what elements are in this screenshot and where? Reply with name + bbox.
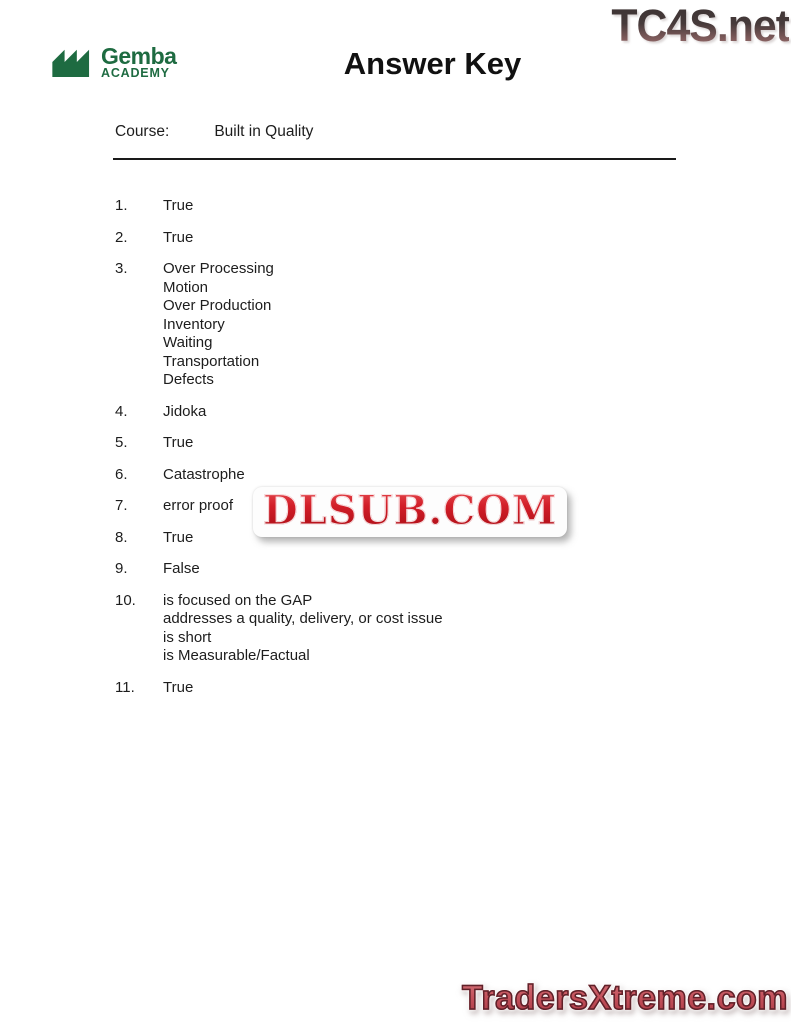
answer-text (163, 560, 200, 579)
answer-row (115, 434, 443, 453)
answer-number: 7. (115, 497, 128, 514)
answers-list (115, 197, 443, 710)
answer-line: True (163, 678, 194, 696)
answer-line: True (163, 434, 194, 451)
answer-text (163, 529, 193, 548)
course-row (115, 123, 313, 141)
answer-text (163, 197, 193, 216)
answer-text (163, 497, 233, 516)
answer-line: Over Processing (163, 260, 274, 277)
answer-number: 1. (115, 197, 128, 214)
answer-row (115, 560, 443, 579)
answer-line: is short (163, 628, 212, 646)
dlsub-watermark-text: DLSUB.COM (263, 487, 558, 534)
answer-row (115, 466, 443, 485)
answer-line: Defects (163, 371, 214, 388)
answer-line: True (163, 228, 194, 246)
answer-line: Over Production (163, 297, 272, 314)
answer-number: 5. (115, 434, 128, 451)
divider-line (113, 158, 676, 160)
answer-line: True (163, 197, 194, 214)
answer-number: 9. (115, 560, 128, 577)
answer-line: Transportation (163, 352, 260, 370)
answer-line: Inventory (163, 315, 225, 333)
answer-line: is focused on the GAP (163, 591, 313, 609)
page-title: Answer Key (343, 46, 522, 81)
answer-row (115, 592, 443, 666)
answer-line: error proof (163, 497, 234, 514)
answer-row (115, 197, 443, 216)
answer-text (163, 592, 443, 666)
answer-line: addresses a quality, delivery, or cost issue (163, 610, 443, 627)
answer-number: 4. (115, 402, 128, 420)
answer-line: Motion (163, 278, 209, 296)
answer-row (115, 260, 443, 390)
dlsub-watermark (253, 487, 567, 537)
tc4s-watermark: TC4S.net (611, 0, 789, 51)
answer-line: Jidoka (163, 402, 207, 420)
answer-text (163, 679, 193, 698)
answer-line: Catastrophe (163, 465, 245, 483)
answer-number: 11. (115, 678, 135, 696)
tradersxtreme-watermark: TradersXtreme.com (462, 979, 788, 1017)
answer-line: Waiting (163, 334, 213, 351)
answer-number: 6. (115, 465, 128, 483)
answer-line: True (163, 528, 194, 546)
answer-text (163, 434, 193, 453)
answer-number: 8. (115, 528, 128, 546)
gemba-logo-subtitle: ACADEMY (101, 66, 170, 80)
answer-number: 10. (115, 591, 136, 609)
answer-text (163, 229, 193, 248)
answer-text (163, 260, 274, 390)
answer-row (115, 403, 443, 422)
answer-line: False (163, 560, 200, 577)
answer-text (163, 403, 206, 422)
answer-row (115, 679, 443, 698)
course-label: Course: (115, 123, 170, 140)
answer-number: 3. (115, 260, 128, 277)
gemba-logo-name: Gemba (101, 43, 177, 69)
course-value: Built in Quality (214, 123, 314, 140)
answer-line: is Measurable/Factual (163, 647, 310, 664)
answer-row (115, 229, 443, 248)
answer-number: 2. (115, 228, 128, 246)
answer-text (163, 466, 245, 485)
